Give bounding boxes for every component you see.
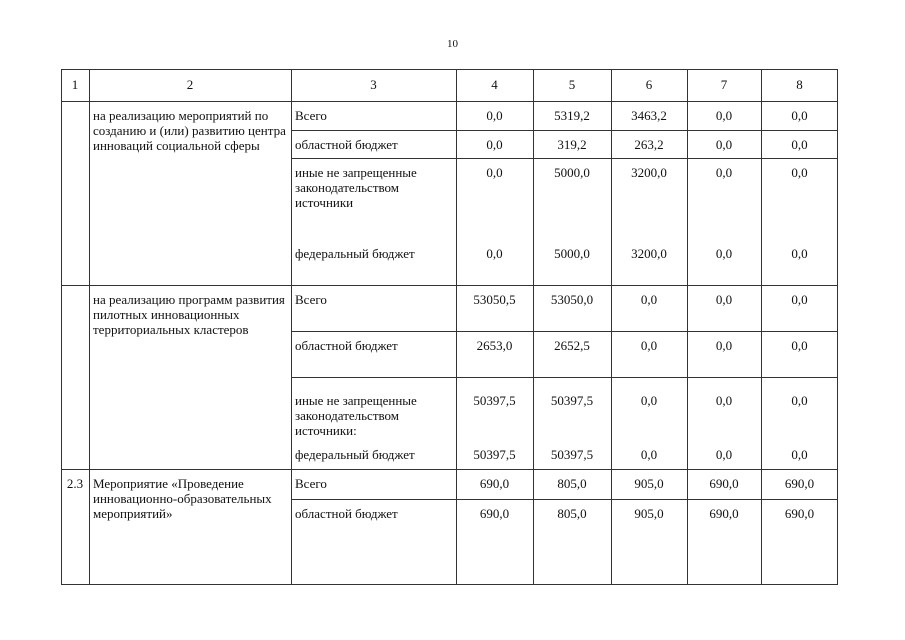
- page-number: 10: [447, 38, 458, 50]
- value-cell: 0,0: [640, 292, 658, 307]
- value-cell: 319,2: [557, 137, 587, 152]
- value-cell: 690,0: [784, 506, 815, 521]
- header-cell-2: 2: [186, 77, 194, 92]
- value-cell: 0,0: [791, 137, 808, 152]
- value-cell: 690,0: [784, 476, 815, 491]
- value-cell: 5319,2: [554, 108, 590, 123]
- value-cell: 2653,0: [476, 338, 513, 353]
- value-cell: 0,0: [715, 393, 733, 408]
- value-cell: 0,0: [791, 292, 808, 307]
- section-title: на реализацию программ развития пилотных инновационных территориальных кластеров: [93, 292, 285, 337]
- value-cell: 0,0: [715, 447, 733, 462]
- value-cell: 690,0: [479, 506, 510, 521]
- value-cell: 0,0: [486, 137, 503, 152]
- value-cell: 0,0: [640, 338, 658, 353]
- row-label: Всего: [295, 292, 327, 307]
- row-label: Всего: [295, 476, 327, 491]
- section-title: Мероприятие «Проведение инновационно-образовательных мероприятий»: [93, 476, 272, 521]
- value-cell: 5000,0: [554, 165, 590, 180]
- header-cell-6: 6: [645, 77, 653, 92]
- header-cell-4: 4: [491, 77, 498, 92]
- value-cell: 53050,5: [473, 292, 516, 307]
- value-cell: 0,0: [715, 292, 733, 307]
- value-cell: 3200,0: [631, 165, 667, 180]
- value-cell: 263,2: [634, 137, 664, 152]
- row-label: областной бюджет: [295, 137, 398, 152]
- section-title: на реализацию мероприятий по созданию и (или) развитию центра инноваций социальной сферы: [93, 108, 286, 153]
- row-label: Всего: [295, 108, 327, 123]
- value-cell: 53050,0: [550, 292, 594, 307]
- value-cell: 805,0: [557, 506, 587, 521]
- value-cell: 0,0: [715, 338, 733, 353]
- value-cell: 0,0: [486, 246, 503, 261]
- header-cell-5: 5: [568, 77, 576, 92]
- value-cell: 50397,5: [473, 393, 516, 408]
- value-cell: 2652,5: [554, 338, 590, 353]
- value-cell: 0,0: [791, 165, 808, 180]
- row-label: федеральный бюджет: [295, 246, 415, 261]
- value-cell: 50397,5: [550, 393, 594, 408]
- row-label: иные не запрещенные законодательством источники:: [295, 393, 417, 438]
- value-cell: 690,0: [709, 506, 739, 521]
- value-cell: 0,0: [486, 108, 503, 123]
- row-label: областной бюджет: [295, 338, 398, 353]
- value-cell: 0,0: [791, 108, 808, 123]
- value-cell: 5000,0: [554, 246, 590, 261]
- value-cell: 0,0: [715, 165, 733, 180]
- value-cell: 0,0: [715, 137, 733, 152]
- value-cell: 0,0: [791, 246, 808, 261]
- value-cell: 0,0: [640, 393, 658, 408]
- value-cell: 0,0: [486, 165, 503, 180]
- value-cell: 50397,5: [473, 447, 516, 462]
- value-cell: 0,0: [791, 393, 808, 408]
- header-cell-1: 1: [71, 77, 79, 92]
- value-cell: 3200,0: [631, 246, 667, 261]
- value-cell: 3463,2: [631, 108, 667, 123]
- value-cell: 905,0: [634, 506, 664, 521]
- row-number: 2.3: [66, 476, 84, 491]
- value-cell: 805,0: [557, 476, 587, 491]
- value-cell: 0,0: [640, 447, 658, 462]
- header-cell-8: 8: [796, 77, 803, 92]
- value-cell: 690,0: [709, 476, 739, 491]
- value-cell: 0,0: [715, 108, 733, 123]
- row-label: областной бюджет: [295, 506, 398, 521]
- value-cell: 0,0: [791, 338, 808, 353]
- value-cell: 905,0: [634, 476, 664, 491]
- budget-table: [61, 69, 838, 585]
- header-cell-3: 3: [370, 77, 377, 92]
- value-cell: 0,0: [791, 447, 808, 462]
- header-cell-7: 7: [720, 77, 728, 92]
- value-cell: 690,0: [479, 476, 510, 491]
- value-cell: 0,0: [715, 246, 733, 261]
- row-label: федеральный бюджет: [295, 447, 415, 462]
- value-cell: 50397,5: [550, 447, 594, 462]
- row-label: иные не запрещенные законодательством источники: [295, 165, 417, 210]
